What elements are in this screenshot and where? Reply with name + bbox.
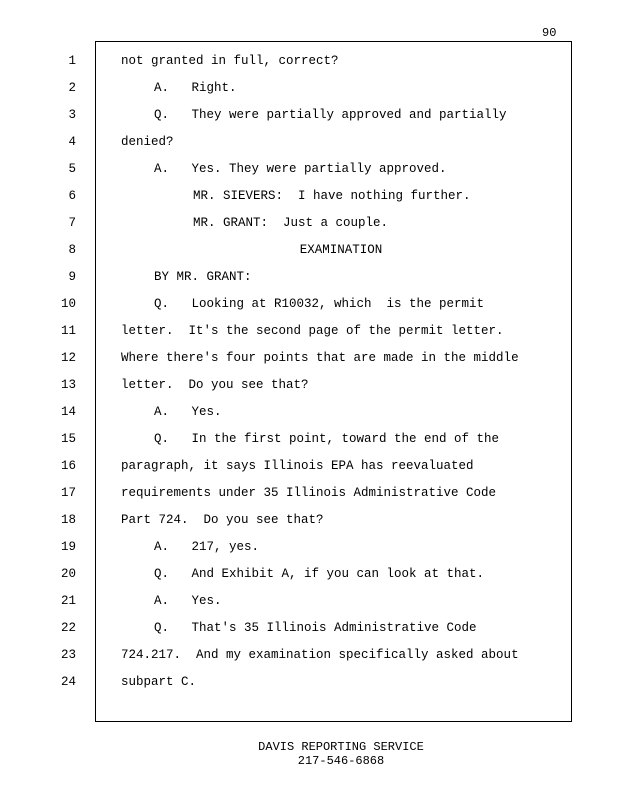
footer — [0, 740, 618, 768]
line-number: 11 — [60, 324, 76, 338]
transcript-line: Where there's four points that are made in the middle — [121, 351, 519, 365]
line-number: 20 — [60, 567, 76, 581]
transcript-line: A. Yes. — [154, 405, 222, 419]
transcript-line: A. Right. — [154, 81, 237, 95]
section-heading: EXAMINATION — [299, 243, 383, 257]
transcript-line: requirements under 35 Illinois Administrative Code — [121, 486, 497, 500]
line-number: 12 — [60, 351, 76, 365]
line-number: 8 — [68, 243, 76, 257]
line-number: 4 — [68, 135, 76, 149]
transcript-line: A. Yes. They were partially approved. — [154, 162, 447, 176]
transcript-line: denied? — [121, 135, 174, 149]
line-number: 5 — [68, 162, 76, 176]
transcript-line: BY MR. GRANT: — [154, 270, 252, 284]
line-number: 16 — [60, 459, 76, 473]
line-number: 19 — [60, 540, 76, 554]
line-number: 22 — [60, 621, 76, 635]
transcript-line: Q. And Exhibit A, if you can look at that. — [154, 567, 485, 581]
transcript-line: A. 217, yes. — [154, 540, 260, 554]
transcript-line: Q. They were partially approved and partially — [154, 108, 507, 122]
transcript-line: letter. It's the second page of the permit letter. — [121, 324, 504, 338]
line-number: 23 — [60, 648, 76, 662]
transcript-line: Q. Looking at R10032, which is the permit — [154, 297, 485, 311]
line-number: 10 — [60, 297, 76, 311]
line-number: 14 — [60, 405, 76, 419]
line-number: 2 — [68, 81, 76, 95]
transcript-line: 724.217. And my examination specifically asked about — [121, 648, 519, 662]
transcript-line: paragraph, it says Illinois EPA has reevaluated — [121, 459, 474, 473]
line-number: 15 — [60, 432, 76, 446]
line-number: 18 — [60, 513, 76, 527]
line-number: 17 — [60, 486, 76, 500]
transcript-line: Q. That's 35 Illinois Administrative Code — [154, 621, 477, 635]
page-number: 90 — [542, 26, 557, 40]
transcript-line: letter. Do you see that? — [121, 378, 309, 392]
transcript-line: Q. In the first point, toward the end of the — [154, 432, 500, 446]
reporting-service-name: DAVIS REPORTING SERVICE — [258, 740, 424, 754]
line-number: 13 — [60, 378, 76, 392]
line-number: 21 — [60, 594, 76, 608]
line-number-column — [40, 53, 76, 701]
transcript-line: MR. GRANT: Just a couple. — [193, 216, 389, 230]
reporting-service-phone: 217-546-6868 — [297, 754, 385, 768]
transcript-line: MR. SIEVERS: I have nothing further. — [193, 189, 471, 203]
line-number: 24 — [60, 675, 76, 689]
transcript-line: Part 724. Do you see that? — [121, 513, 324, 527]
line-number: 6 — [68, 189, 76, 203]
transcript-line: subpart C. — [121, 675, 197, 689]
transcript-line: A. Yes. — [154, 594, 222, 608]
line-number: 1 — [68, 54, 76, 68]
line-number: 3 — [68, 108, 76, 122]
transcript-text — [121, 53, 561, 701]
line-number: 7 — [68, 216, 76, 230]
line-number: 9 — [68, 270, 76, 284]
transcript-line: not granted in full, correct? — [121, 54, 339, 68]
